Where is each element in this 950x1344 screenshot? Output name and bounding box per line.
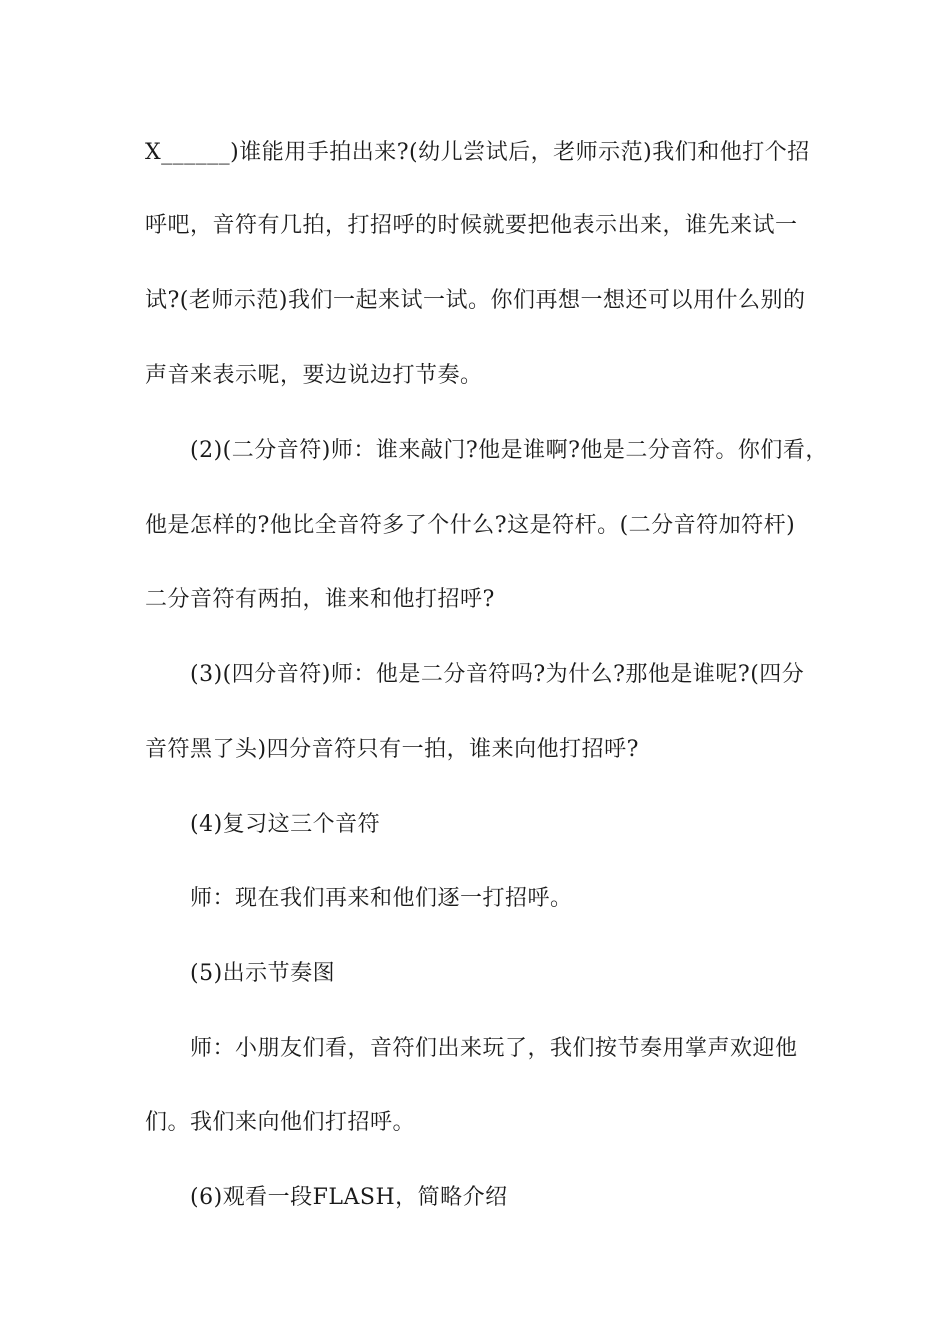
- text-line: 他是怎样的?他比全音符多了个什么?这是符杆。(二分音符加符杆): [145, 513, 796, 538]
- text-line: 声音来表示呢，要边说边打节奏。: [145, 363, 483, 388]
- text-line: (4)复习这三个音符: [190, 812, 381, 837]
- text-line: 们。我们来向他们打招呼。: [145, 1110, 416, 1135]
- text-line: 试?(老师示范)我们一起来试一试。你们再想一想还可以用什么别的: [145, 288, 806, 313]
- text-line: (5)出示节奏图: [190, 961, 336, 986]
- text-line: (2)(二分音符)师：谁来敲门?他是谁啊?他是二分音符。你们看，: [190, 438, 828, 463]
- text-line: 师：现在我们再来和他们逐一打招呼。: [190, 886, 573, 911]
- text-line: 二分音符有两拍，谁来和他打招呼?: [145, 587, 495, 612]
- text-line: (3)(四分音符)师：他是二分音符吗?为什么?那他是谁呢?(四分: [190, 662, 805, 687]
- text-line: 呼吧，音符有几拍，打招呼的时候就要把他表示出来，谁先来试一: [145, 213, 798, 238]
- text-line: 师：小朋友们看，音符们出来玩了，我们按节奏用掌声欢迎他: [190, 1036, 798, 1061]
- text-line: (6)观看一段FLASH，简略介绍: [190, 1185, 508, 1210]
- text-line: 音符黑了头)四分音符只有一拍，谁来向他打招呼?: [145, 737, 639, 762]
- text-line: X______)谁能用手拍出来?(幼儿尝试后，老师示范)我们和他打个招: [145, 140, 810, 165]
